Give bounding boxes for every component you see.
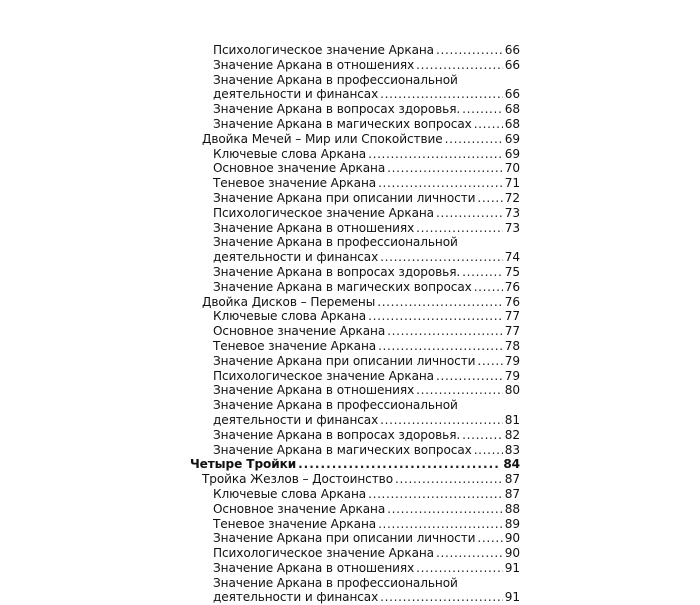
- toc-subsection: [190, 339, 520, 354]
- dot-leader: [380, 87, 503, 102]
- toc-subsection: [190, 324, 520, 339]
- toc-subsection: [190, 354, 520, 369]
- toc-page-number: 91: [504, 560, 520, 575]
- toc-page-number: 66: [504, 43, 520, 57]
- toc-subsection: [190, 576, 520, 591]
- toc-page-number: 91: [504, 590, 520, 605]
- toc-subsection: [190, 487, 520, 502]
- dot-leader: [387, 324, 503, 339]
- toc-page-number: 79: [504, 353, 520, 368]
- dot-leader: [477, 531, 502, 546]
- dot-leader: [378, 517, 503, 532]
- toc-entry-title: деятельности и финансах: [213, 412, 379, 427]
- toc-page-number: 82: [504, 427, 520, 442]
- toc-subsection: [190, 265, 520, 280]
- toc-subsection: [190, 191, 520, 206]
- toc-page-number: 74: [504, 250, 520, 265]
- toc-subsection: [190, 517, 520, 532]
- toc-entry-title: Значение Аркана в магических вопросах: [213, 442, 472, 457]
- toc-entry-title: Основное значение Аркана: [213, 501, 386, 516]
- dot-leader: [378, 339, 503, 354]
- toc-page-number: 80: [504, 383, 520, 398]
- toc-entry-title: Теневое значение Аркана: [213, 338, 377, 353]
- dot-leader: [380, 413, 503, 428]
- toc-page-number: 87: [504, 472, 520, 487]
- dot-leader: [377, 295, 503, 310]
- toc-page-number: 87: [504, 486, 520, 501]
- toc-entry-title: Значение Аркана в магических вопросах: [213, 279, 472, 294]
- dot-leader: [474, 443, 503, 458]
- toc-subsection: [190, 309, 520, 324]
- toc-subsection: [190, 206, 520, 221]
- dot-leader: [436, 206, 503, 221]
- toc-entry-title: Значение Аркана в вопросах здоровья.: [213, 427, 461, 442]
- dot-leader: [298, 457, 501, 472]
- toc-page-number: 88: [504, 501, 520, 516]
- toc-subsection: [190, 383, 520, 398]
- table-of-contents: [190, 43, 520, 605]
- toc-subsection: [190, 43, 520, 58]
- toc-section: [190, 472, 520, 487]
- toc-page-number: 70: [504, 161, 520, 176]
- toc-page-number: 69: [504, 131, 520, 146]
- toc-subsection: [190, 235, 520, 250]
- dot-leader: [378, 176, 503, 191]
- dot-leader: [368, 309, 503, 324]
- toc-page-number: 89: [504, 516, 520, 531]
- toc-subsection: [190, 117, 520, 132]
- toc-page-number: 71: [504, 176, 520, 191]
- toc-entry-title: Значение Аркана в отношениях: [213, 220, 415, 235]
- dot-leader: [474, 280, 503, 295]
- toc-chapter: [190, 457, 520, 472]
- dot-leader: [368, 147, 503, 162]
- toc-subsection: [190, 398, 520, 413]
- toc-entry-title: Основное значение Аркана: [213, 161, 386, 176]
- toc-page-number: 78: [504, 338, 520, 353]
- toc-entry-title: Значение Аркана в профессиональной: [213, 575, 458, 590]
- toc-page-number: 83: [504, 442, 520, 457]
- toc-page-number: 66: [504, 57, 520, 72]
- toc-subsection: [190, 413, 520, 428]
- toc-entry-title: Четыре Тройки: [190, 457, 297, 472]
- toc-entry-title: Теневое значение Аркана: [213, 516, 377, 531]
- toc-page-number: 73: [504, 205, 520, 220]
- toc-subsection: [190, 280, 520, 295]
- toc-subsection: [190, 502, 520, 517]
- dot-leader: [436, 546, 503, 561]
- toc-entry-title: Значение Аркана в магических вопросах: [213, 116, 472, 131]
- toc-entry-title: Значение Аркана в отношениях: [213, 560, 415, 575]
- dot-leader: [387, 502, 503, 517]
- toc-entry-title: Психологическое значение Аркана: [213, 205, 434, 220]
- toc-subsection: [190, 161, 520, 176]
- toc-subsection: [190, 546, 520, 561]
- toc-subsection: [190, 102, 520, 117]
- toc-subsection: [190, 531, 520, 546]
- toc-entry-title: Ключевые слова Аркана: [213, 486, 367, 501]
- toc-entry-title: Значение Аркана в профессиональной: [213, 235, 458, 250]
- dot-leader: [368, 487, 503, 502]
- toc-entry-title: Значение Аркана в отношениях: [213, 383, 415, 398]
- toc-entry-title: Двойка Мечей – Мир или Спокойствие: [202, 131, 443, 146]
- dot-leader: [462, 265, 503, 280]
- toc-page-number: 77: [504, 309, 520, 324]
- dot-leader: [380, 250, 503, 265]
- dot-leader: [474, 117, 503, 132]
- dot-leader: [416, 561, 503, 576]
- toc-entry-title: Ключевые слова Аркана: [213, 146, 367, 161]
- toc-page-number: 75: [504, 264, 520, 279]
- toc-page-number: 69: [504, 146, 520, 161]
- dot-leader: [477, 191, 502, 206]
- toc-page-number: 76: [504, 279, 520, 294]
- dot-leader: [387, 161, 503, 176]
- toc-entry-title: Значение Аркана при описании личности: [213, 353, 476, 368]
- toc-subsection: [190, 443, 520, 458]
- dot-leader: [416, 221, 503, 236]
- dot-leader: [445, 132, 503, 147]
- toc-page-number: 81: [504, 412, 520, 427]
- dot-leader: [477, 354, 502, 369]
- toc-page-number: 79: [504, 368, 520, 383]
- toc-entry-title: деятельности и финансах: [213, 250, 379, 265]
- toc-entry-title: Значение Аркана в вопросах здоровья.: [213, 102, 461, 117]
- dot-leader: [436, 369, 503, 384]
- toc-page-number: 73: [504, 220, 520, 235]
- dot-leader: [395, 472, 503, 487]
- toc-entry-title: Значение Аркана при описании личности: [213, 190, 476, 205]
- toc-subsection: [190, 58, 520, 73]
- toc-entry-title: Значение Аркана в профессиональной: [213, 398, 458, 413]
- toc-entry-title: Ключевые слова Аркана: [213, 309, 367, 324]
- toc-subsection: [190, 250, 520, 265]
- dot-leader: [462, 102, 503, 117]
- toc-page-number: 90: [504, 546, 520, 561]
- dot-leader: [416, 383, 503, 398]
- toc-subsection: [190, 561, 520, 576]
- toc-subsection: [190, 87, 520, 102]
- toc-page-number: 72: [504, 190, 520, 205]
- toc-entry-title: Тройка Жезлов – Достоинство: [202, 472, 394, 487]
- toc-section: [190, 132, 520, 147]
- toc-page-number: 84: [503, 457, 520, 472]
- toc-page-number: 77: [504, 324, 520, 339]
- toc-entry-title: Двойка Дисков – Перемены: [202, 294, 376, 309]
- toc-entry-title: деятельности и финансах: [213, 590, 379, 605]
- toc-subsection: [190, 590, 520, 605]
- toc-entry-title: деятельности и финансах: [213, 87, 379, 102]
- toc-entry-title: Значение Аркана в профессиональной: [213, 72, 458, 87]
- toc-page-number: 90: [504, 531, 520, 546]
- toc-entry-title: Психологическое значение Аркана: [213, 368, 434, 383]
- toc-entry-title: Психологическое значение Аркана: [213, 43, 434, 57]
- dot-leader: [436, 43, 503, 58]
- toc-page-number: 66: [504, 87, 520, 102]
- toc-entry-title: Теневое значение Аркана: [213, 176, 377, 191]
- toc-subsection: [190, 369, 520, 384]
- toc-subsection: [190, 428, 520, 443]
- toc-entry-title: Значение Аркана при описании личности: [213, 531, 476, 546]
- toc-page-number: 76: [504, 294, 520, 309]
- toc-entry-title: Значение Аркана в отношениях: [213, 57, 415, 72]
- toc-entry-title: Основное значение Аркана: [213, 324, 386, 339]
- toc-entry-title: Психологическое значение Аркана: [213, 546, 434, 561]
- dot-leader: [380, 590, 503, 605]
- toc-page-number: 68: [504, 116, 520, 131]
- dot-leader: [462, 428, 503, 443]
- toc-subsection: [190, 221, 520, 236]
- toc-subsection: [190, 73, 520, 88]
- toc-subsection: [190, 147, 520, 162]
- toc-subsection: [190, 176, 520, 191]
- toc-entry-title: Значение Аркана в вопросах здоровья.: [213, 264, 461, 279]
- dot-leader: [416, 58, 503, 73]
- toc-section: [190, 295, 520, 310]
- toc-page-number: 68: [504, 102, 520, 117]
